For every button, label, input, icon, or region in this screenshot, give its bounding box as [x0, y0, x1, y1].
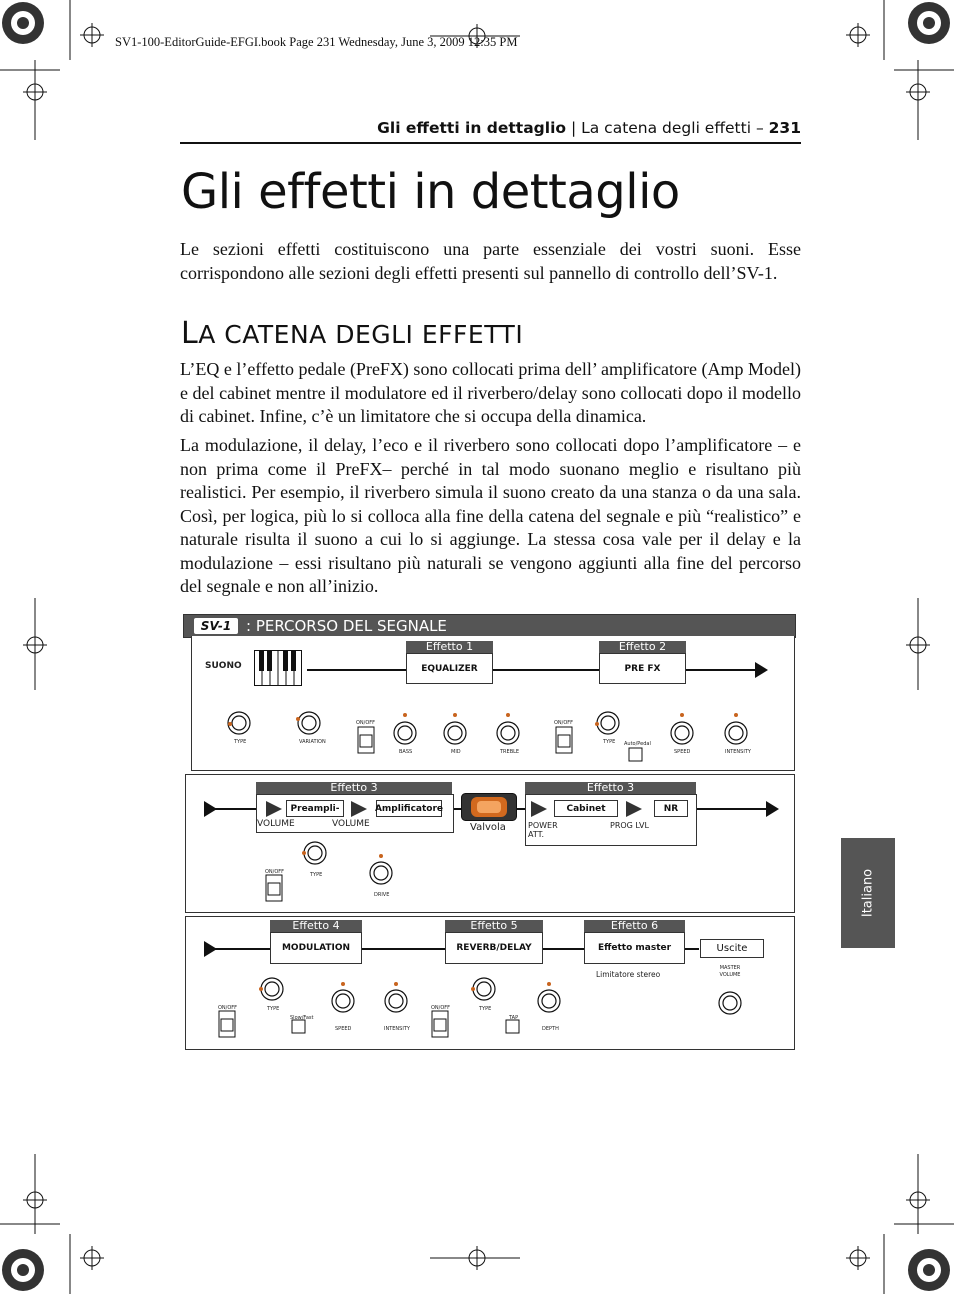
power-att-triangle	[531, 801, 547, 817]
tag-effetto-2: Effetto 2	[599, 641, 686, 653]
page-title: Gli effetti in dettaglio	[181, 164, 680, 220]
knob-label-variation: VARIATION	[299, 739, 326, 745]
onoff-label-amp: ON/OFF	[265, 869, 285, 875]
language-side-tab	[841, 838, 895, 948]
runhead-separator: |	[566, 119, 582, 137]
power-att-label: POWER ATT.	[528, 821, 558, 839]
equalizer-box: EQUALIZER	[406, 653, 493, 684]
knob-label-rev-type: TYPE	[479, 1006, 492, 1012]
runhead-section: Gli effetti in dettaglio	[377, 119, 567, 137]
row1-signal-line	[307, 669, 757, 671]
runhead-dash: –	[751, 119, 769, 137]
knob-label-depth: DEPTH	[542, 1026, 559, 1032]
modulation-box: MODULATION	[270, 932, 362, 964]
knob-label-type: TYPE	[234, 739, 247, 745]
row2-knobs	[186, 835, 426, 911]
effetto-master-box: Effetto master	[584, 932, 685, 964]
sv1-logo-text: SV-1	[200, 619, 232, 633]
sv1-logo	[194, 618, 238, 634]
pre-fx-box: PRE FX	[599, 653, 686, 684]
volume-label-1: VOLUME	[257, 819, 295, 829]
intro-paragraph: Le sezioni effetti costituiscono una parte essenziale dei vostri suoni. Esse corrispondono alle sezioni degli effetti presenti sul pannello di controllo dell’SV-1.	[180, 239, 801, 283]
tag-effetto-6: Effetto 6	[584, 920, 685, 932]
tap-label: TAP	[509, 1015, 519, 1021]
row2-arrow-end	[766, 801, 779, 817]
slow-fast-label: Slow/Fast	[290, 1015, 314, 1021]
page-number: 231	[768, 119, 801, 137]
tag-effetto-4: Effetto 4	[270, 920, 362, 932]
tag-effetto-3-right: Effetto 3	[525, 782, 696, 794]
heading-initial: L	[181, 316, 199, 351]
tag-effetto-1: Effetto 1	[406, 641, 493, 653]
volume-triangle-1	[266, 801, 282, 817]
cabinet-box: Cabinet	[554, 800, 618, 817]
knob-label-mod-speed: SPEED	[335, 1026, 352, 1032]
tag-effetto-5: Effetto 5	[445, 920, 543, 932]
valvola-tube-image	[461, 793, 517, 821]
keyboard-icon	[254, 650, 302, 686]
onoff-label-mod: ON/OFF	[218, 1005, 238, 1011]
master-volume-label: MASTER VOLUME	[719, 965, 741, 978]
paragraph-2: La modulazione, il delay, l’eco e il riverbero sono collocati dopo l’amplificatore – e non prima come il PreFX– perché in tal modo suonano meglio e risultano più realistici. Per esempio, il riverbero simula il suono creato da una stanza o da una sala. Così, per logica, più lo si colloca alla fine della catena del segnale e più “realistico” e naturale risulta il suono a cui lo si aggiunge. La stessa cosa vale per il delay e la modulazione – essi risultano più naturali se vengono aggiunti alla fine del percorso del segnale e non all’inizio.	[180, 435, 801, 596]
knob-label-treble: TREBLE	[500, 749, 520, 755]
onoff-label-eq: ON/OFF	[356, 720, 376, 726]
reverb-delay-box: REVERB/DELAY	[445, 932, 543, 964]
auto-pedal-label: Auto/Pedal	[624, 741, 651, 747]
prog-lvl-triangle	[626, 801, 642, 817]
row1-knobs	[192, 691, 792, 769]
knob-label-type-prefx: TYPE	[603, 739, 616, 745]
diagram-header-title: : PERCORSO DEL SEGNALE	[246, 617, 447, 635]
preampli-box: Preampli-	[286, 800, 344, 817]
row3-panel	[185, 916, 795, 1050]
tag-effetto-3-left: Effetto 3	[256, 782, 452, 794]
print-slug: SV1-100-EditorGuide-EFGI.book Page 231 Wednesday, June 3, 2009 12:35 PM	[115, 35, 518, 49]
knob-label-mod-intensity: INTENSITY	[384, 1026, 410, 1032]
onoff-label-prefx: ON/OFF	[554, 720, 574, 726]
knob-label-drive: DRIVE	[374, 892, 390, 898]
diagram-header	[183, 614, 796, 638]
amplificatore-box: Amplificatore	[376, 800, 442, 817]
volume-triangle-2	[351, 801, 367, 817]
limitatore-label: Limitatore stereo	[596, 970, 661, 979]
row1-arrow-end	[755, 662, 768, 678]
uscite-box: Uscite	[700, 939, 764, 958]
row2-panel	[185, 774, 795, 913]
knob-label-amp-type: TYPE	[310, 872, 323, 878]
paragraph-1: L’EQ e l’effetto pedale (PreFX) sono collocati prima dell’ amplificatore (Amp Model) e del cabinet mentre il modulatore ed il riverbero/delay sono collocati dopo il modello di cabinet. Infine, c’è un limitatore che si occupa della dinamica.	[180, 359, 801, 426]
knob-label-mid: MID	[451, 749, 461, 755]
nr-box: NR	[654, 800, 688, 817]
signal-path-diagram	[183, 614, 795, 1050]
section-heading	[181, 316, 523, 351]
suono-label: SUONO	[205, 661, 242, 671]
side-tab-label: Italiano	[860, 868, 876, 918]
runhead-subsection: La catena degli effetti	[581, 119, 752, 137]
knob-label-intensity: INTENSITY	[725, 749, 751, 755]
running-header	[180, 119, 801, 137]
onoff-label-rev: ON/OFF	[431, 1005, 451, 1011]
knob-label-bass: BASS	[399, 749, 413, 755]
row1-panel	[191, 636, 795, 771]
knob-label-speed: SPEED	[674, 749, 691, 755]
heading-rest: A CATENA DEGLI EFFETTI	[198, 320, 524, 349]
prog-lvl-label: PROG LVL	[610, 821, 649, 830]
header-rule	[180, 142, 801, 144]
volume-label-2: VOLUME	[332, 819, 370, 829]
knob-label-mod-type: TYPE	[267, 1006, 280, 1012]
valvola-label: Valvola	[470, 822, 506, 833]
